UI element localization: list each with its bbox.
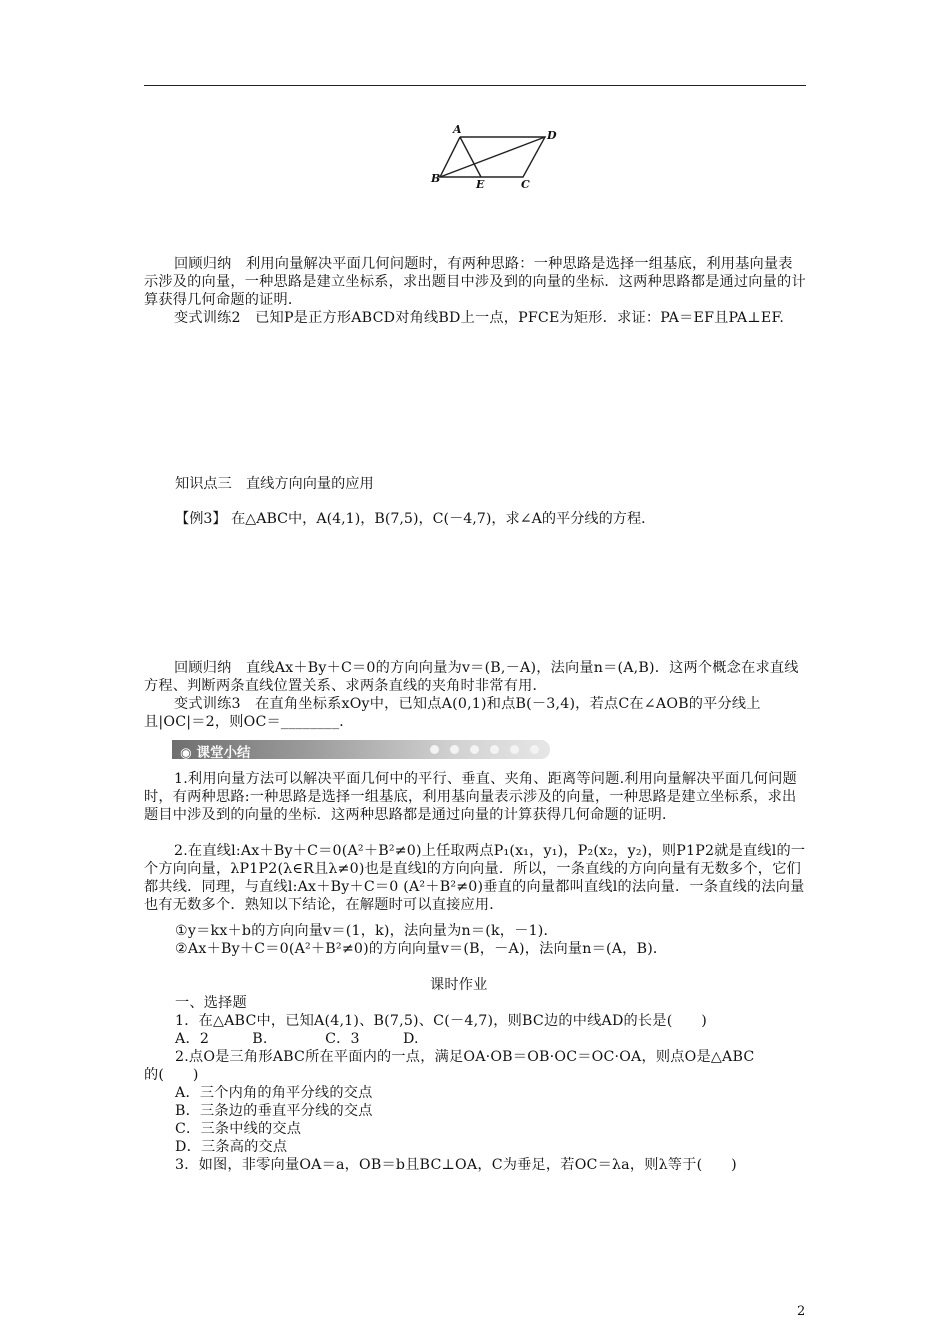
review-summary-2: 回顾归纳 直线Ax＋By＋C＝0的方向向量为v＝(B,－A)，法向量n＝(A,B)．这两个概念在求直线方程、判断两条直线位置关系、求两条直线的夹角时非常有用．: [144, 660, 799, 694]
page-number: 2: [797, 1304, 806, 1319]
summary-conclusion-2: ②Ax＋By＋C＝0(A²＋B²≠0)的方向向量v＝(B，－A)，法向量n＝(A，B)．: [175, 941, 668, 957]
question-3: 3．如图，非零向量OA＝a，OB＝b且BC⊥OA，C为垂足，若OC＝λa，则λ等于( ): [175, 1157, 737, 1173]
vertex-b-label: B: [431, 172, 441, 185]
review-summary-1: 回顾归纳 利用向量解决平面几何问题时，有两种思路：一种思路是选择一组基底，利用基向量表示涉及的向量，一种思路是建立坐标系，求出题目中涉及到的向量的坐标．这两种思路都是通过向量的计算获得几何命题的证明．: [144, 256, 806, 308]
example-3: 【例3】 在△ABC中，A(4,1)，B(7,5)，C(－4,7)，求∠A的平分线的方程．: [175, 511, 656, 527]
header-rule: [144, 85, 806, 86]
question-1: 1．在△ABC中，已知A(4,1)、B(7,5)、C(－4,7)，则BC边的中线AD的长是( ): [175, 1013, 707, 1029]
question-1-options: A．2 B. C．3 D.: [175, 1031, 419, 1047]
section-heading-3: 知识点三 直线方向向量的应用: [175, 476, 374, 492]
summary-conclusion-1: ①y＝kx＋b的方向向量v＝(1，k)，法向量为n＝(k，－1)．: [175, 923, 558, 939]
homework-section-choice: 一、选择题: [175, 995, 247, 1011]
lesson-summary-banner: [172, 740, 550, 759]
decorative-dot-icon: [450, 745, 459, 754]
question-2: 2.点O是三角形ABC所在平面内的一点，满足OA·OB＝OB·OC＝OC·OA，则点O是△ABC: [175, 1049, 755, 1065]
decorative-dot-icon: [530, 745, 539, 754]
segment-ae: [460, 137, 481, 177]
summary-point-1: 1.利用向量方法可以解决平面几何中的平行、垂直、夹角、距离等问题.利用向量解决平面几何问题时，有两种思路:一种思路是选择一组基底，利用基向量表示涉及的向量，一种思路是建立坐标系，求出题目中涉及到的向量的坐标．这两种思路都是通过向量的计算获得几何命题的证明．: [144, 771, 797, 823]
decorative-dot-icon: [510, 745, 519, 754]
diagonal-bd: [440, 137, 545, 177]
decorative-dot-icon: [490, 745, 499, 754]
question-2-option-a: A．三个内角的角平分线的交点: [175, 1085, 373, 1101]
decorative-dot-icon: [470, 745, 479, 754]
homework-title: 课时作业: [430, 977, 488, 993]
summary-point-2: 2.在直线l:Ax＋By＋C＝0(A²＋B²≠0)上任取两点P₁(x₁，y₁)，P₂(x₂，y₂)，则P1P2就是直线l的一个方向向量，λP1P2(λ∈R且λ≠0)也是直线l的方向向量．所以，一条直线的方向向量有无数多个，它们都共线．同理，与直线l:Ax＋By＋C＝0 (A²＋B²≠0)垂直的向量都叫直线l的法向量．一条直线的法向量也有无数多个．熟知以下结论，在解题时可以直接应用．: [144, 843, 806, 913]
exercise-3: 变式训练3 在直角坐标系xOy中，已知点A(0,1)和点B(－3,4)，若点C在∠AOB的平分线上且|OC|＝2，则OC＝________．: [144, 696, 761, 730]
vertex-d-label: D: [547, 129, 557, 142]
lesson-summary-title: ◉ 课堂小结: [180, 745, 251, 761]
point-e-label: E: [476, 178, 485, 191]
decorative-dot-icon: [430, 745, 439, 754]
question-2-continued: 的( ): [144, 1067, 199, 1083]
parallelogram-figure: [420, 122, 570, 192]
exercise-2: 变式训练2 已知P是正方形ABCD对角线BD上一点，PFCE为矩形．求证：PA＝EF且PA⊥EF.: [174, 310, 785, 326]
vertex-c-label: C: [521, 178, 530, 191]
question-2-option-b: B．三条边的垂直平分线的交点: [175, 1103, 373, 1119]
question-2-option-d: D．三条高的交点: [175, 1139, 288, 1155]
question-2-option-c: C．三条中线的交点: [175, 1121, 302, 1137]
vertex-a-label: A: [453, 123, 462, 136]
